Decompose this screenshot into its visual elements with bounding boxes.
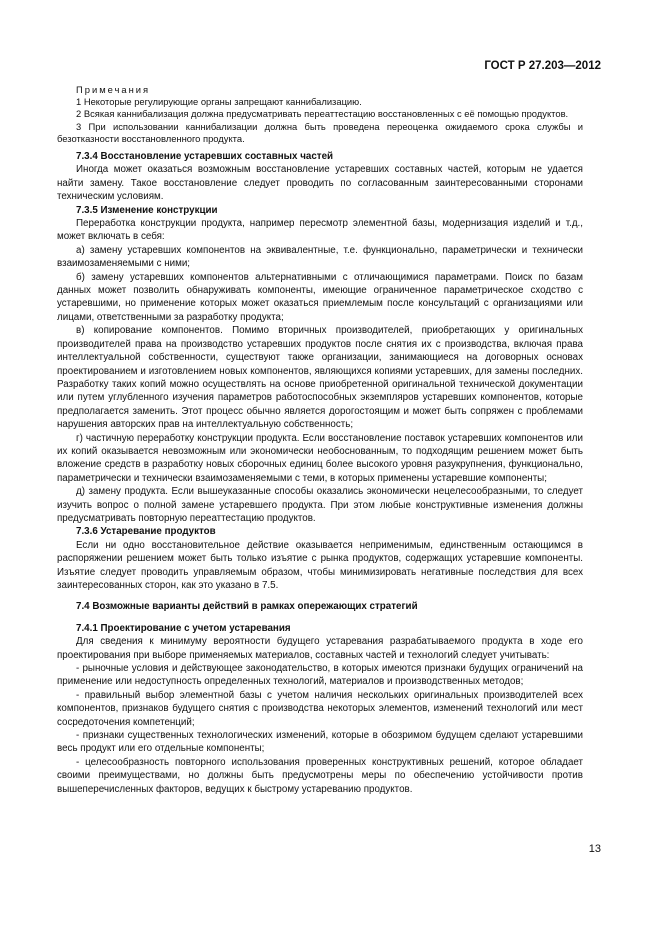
list-item: б) замену устаревших компонентов альтернативными с отличающимися параметрами. Поиск по базам данных может позволить обнаруживать компоненты, имеющие ограниченное параметрическое сходство с устаревшими, но применение которых может оказаться приемлемым после консультаций с организациями или лицами, ответственными за разработку продукта; bbox=[57, 271, 583, 323]
section-7-3-6-heading: 7.3.6 Устаревание продуктов bbox=[76, 526, 216, 538]
note-item: 1 Некоторые регулирующие органы запрещают каннибализацию. bbox=[76, 96, 362, 108]
list-item: - признаки существенных технологических изменений, которые в обозримом будущем сделают устаревшими весь продукт или его отдельные компоненты; bbox=[57, 730, 583, 755]
section-7-3-5-intro: Переработка конструкции продукта, например пересмотр элементной базы, модернизация изделий и т.д., может включать в себя: bbox=[57, 218, 583, 243]
section-7-4-heading: 7.4 Возможные варианты действий в рамках опережающих стратегий bbox=[76, 601, 418, 613]
page-content bbox=[57, 84, 583, 796]
section-7-3-5-heading: 7.3.5 Изменение конструкции bbox=[76, 204, 218, 216]
notes-block bbox=[57, 84, 583, 145]
document-header: ГОСТ Р 27.203—2012 bbox=[484, 60, 601, 72]
list-item: а) замену устаревших компонентов на эквивалентные, т.е. функционально, параметрически и технически взаимозаменяемыми с ними; bbox=[57, 244, 583, 270]
section-7-3-4-heading: 7.3.4 Восстановление устаревших составных частей bbox=[76, 151, 334, 163]
section-7-3-6-text: Если ни одно восстановительное действие оказывается неприменимым, единственным остающимся в распоряжении решением может быть только изъятие с рынка продуктов, содержащих устаревшие компоненты. Изъятие следует проводить управляемым образом, чтобы минимизировать негативные последствия для всех заинтересованных сторон, как это указано в 7.5. bbox=[57, 539, 583, 592]
list-item: - рыночные условия и действующее законодательство, в которых имеются признаки будущих ограничений на применение или недоступность определенных технологий, материалов и производственных методов; bbox=[57, 663, 583, 688]
notes-title: Примечания bbox=[76, 84, 151, 95]
list-item: в) копирование компонентов. Помимо вторичных производителей, приобретающих у оригинальных производителей права на производство устаревших продуктов после снятия их с производства, включая права интеллектуальной собственности, существуют также организации, занимающиеся на договорных основах проектированием и изготовлением новых компонентов, являющихся копиями устаревших, для замены последних. Разработку таких копий можно осуществлять на основе приобретенной оригинальной технической документации или путем углубленного изучения параметров работоспособных экземпляров устаревших компонентов, которые предполагается заменить. Этот процесс обычно является дорогостоящим и может быть сопряжен с проблемами нарушения авторских прав на интеллектуальную собственность; bbox=[57, 325, 583, 431]
section-7-3-4-text: Иногда может оказаться возможным восстановление устаревших составных частей, которым не удается найти замену. Такое восстановление следует проводить по согласованным заинтересованными сторонами техническим условиям. bbox=[57, 164, 583, 203]
note-item: 3 При использовании каннибализации должна быть проведена переоценка ожидаемого срока службы и безотказности восстановленного продукта. bbox=[57, 120, 583, 144]
list-item: д) замену продукта. Если вышеуказанные способы оказались экономически нецелесообразными, то следует изучить вопрос о полной замене устаревшего продукта. При этом любые конструктивные изменения должны предусматривать повторную переаттестацию продуктов. bbox=[57, 486, 583, 524]
list-item: - правильный выбор элементной базы с учетом наличия нескольких оригинальных производителей всех компонентов, признаков будущего снятия с производства некоторых элементов, изменений технологий или мест сосредоточения компетенций; bbox=[57, 689, 583, 728]
list-item: - целесообразность повторного использования проверенных конструктивных решений, которое обладает своими преимуществами, но должны быть предусмотрены меры по обеспечению устойчивости против вышеперечисленных факторов, ведущих к быстрому устареванию продуктов. bbox=[57, 756, 583, 795]
section-7-4-1-intro: Для сведения к минимуму вероятности будущего устаревания разрабатываемого продукта в ходе его проектирования при выборе применяемых материалов, составных частей и технологий следует учитывать: bbox=[57, 636, 583, 661]
section-7-4-1-heading: 7.4.1 Проектирование с учетом устаревания bbox=[76, 622, 291, 634]
page-number: 13 bbox=[588, 843, 601, 855]
note-item: 2 Всякая каннибализация должна предусматривать переаттестацию восстановленных с её помощью продуктов. bbox=[76, 108, 569, 120]
list-item: г) частичную переработку конструкции продукта. Если восстановление поставок устаревших компонентов или их копий оказывается невозможным или экономически необоснованным, то подходящим решением может быть вложение средств в разработку новых сборочных единиц более высокого уровня разукрупнения, функционально, параметрически и технически взаимозаменяемыми с теми, в которых применены устаревшие компоненты; bbox=[57, 432, 583, 484]
